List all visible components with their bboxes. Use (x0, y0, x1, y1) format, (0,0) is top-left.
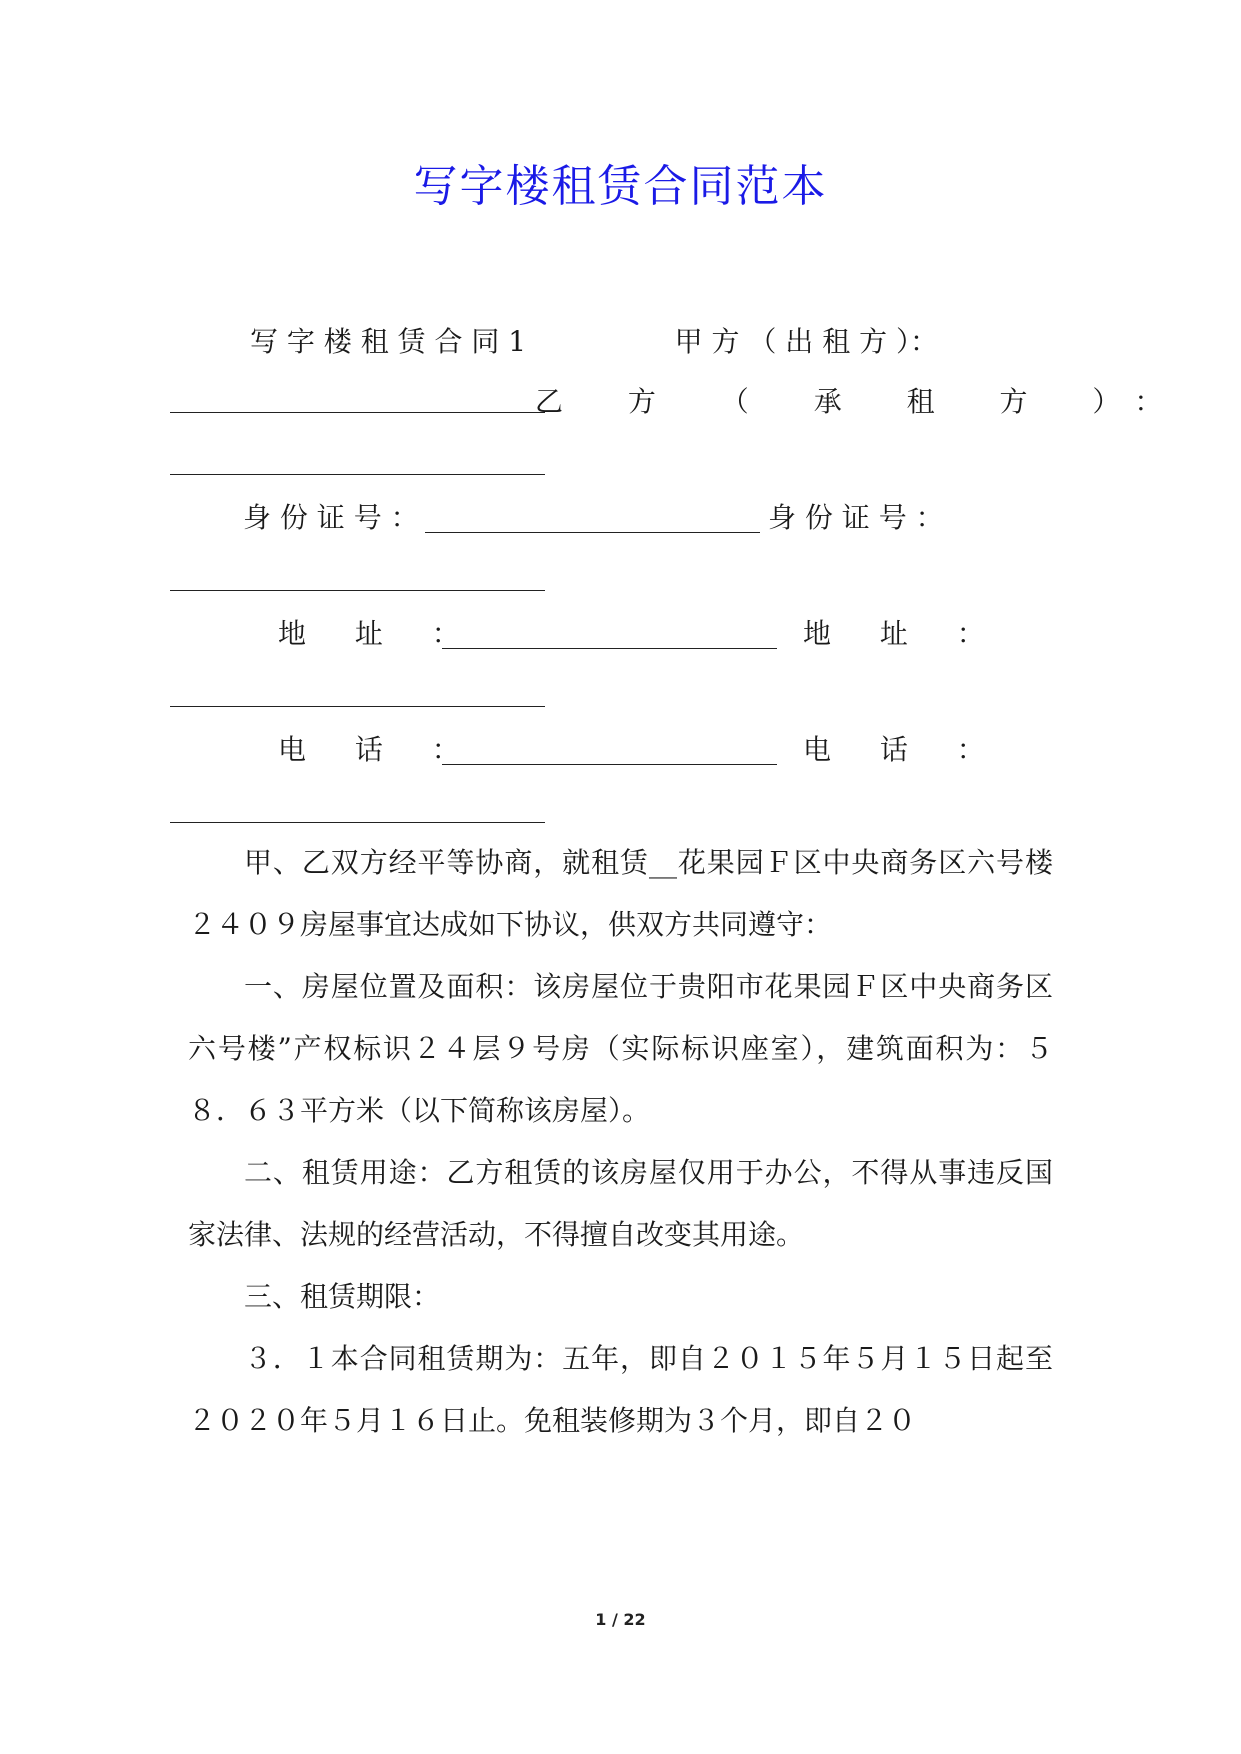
phone-label-a: 电 话 ： (278, 733, 480, 766)
document-title: 写字楼租赁合同范本 (413, 161, 828, 212)
phone-label-b: 电 话 ： (803, 733, 1005, 766)
paragraph-intro: 甲、乙双方经平等协商，就租赁__花果园Ｆ区中央商务区六号楼２４０９房屋事宜达成如下协议，供双方共同遵守： (188, 846, 1053, 941)
address-blank-a (442, 638, 777, 657)
address-blank-b (170, 696, 545, 715)
party-b-blank (170, 464, 545, 483)
contract-heading-inline: 写 字 楼 租 赁 合 同 1 (250, 325, 527, 358)
id-label-a: 身 份 证 号 ： (243, 501, 419, 534)
phone-blank-b (170, 812, 545, 831)
paragraph-term-heading: 三、租赁期限： (244, 1280, 441, 1313)
address-label-a: 地 址 ： (278, 617, 480, 650)
party-a-blank (170, 402, 545, 421)
id-label-b: 身 份 证 号 ： (768, 501, 944, 534)
party-a-label: 甲 方 （ 出 租 方 ）： (674, 325, 938, 358)
id-blank-b (170, 580, 545, 599)
address-label-b: 地 址 ： (803, 617, 1005, 650)
id-blank-a (425, 522, 760, 541)
party-b-label: 乙 方 （ 承 租 方 ）： (535, 385, 1191, 418)
phone-blank-a (442, 754, 777, 773)
page-number: 1 / 22 (595, 1610, 646, 1629)
paragraph-usage: 二、租赁用途：乙方租赁的该房屋仅用于办公，不得从事违反国家法律、法规的经营活动，不得擅自改变其用途。 (188, 1156, 1053, 1251)
paragraph-location: 一、房屋位置及面积：该房屋位于贵阳市花果园Ｆ区中央商务区六号楼”产权标识２４层９号房（实际标识座室），建筑面积为：５８．６３平方米（以下简称该房屋）。 (188, 970, 1053, 1127)
paragraph-term-detail: ３．１本合同租赁期为：五年，即自２０１５年５月１５日起至２０２０年５月１６日止。免租装修期为３个月，即自２０ (188, 1342, 1053, 1437)
